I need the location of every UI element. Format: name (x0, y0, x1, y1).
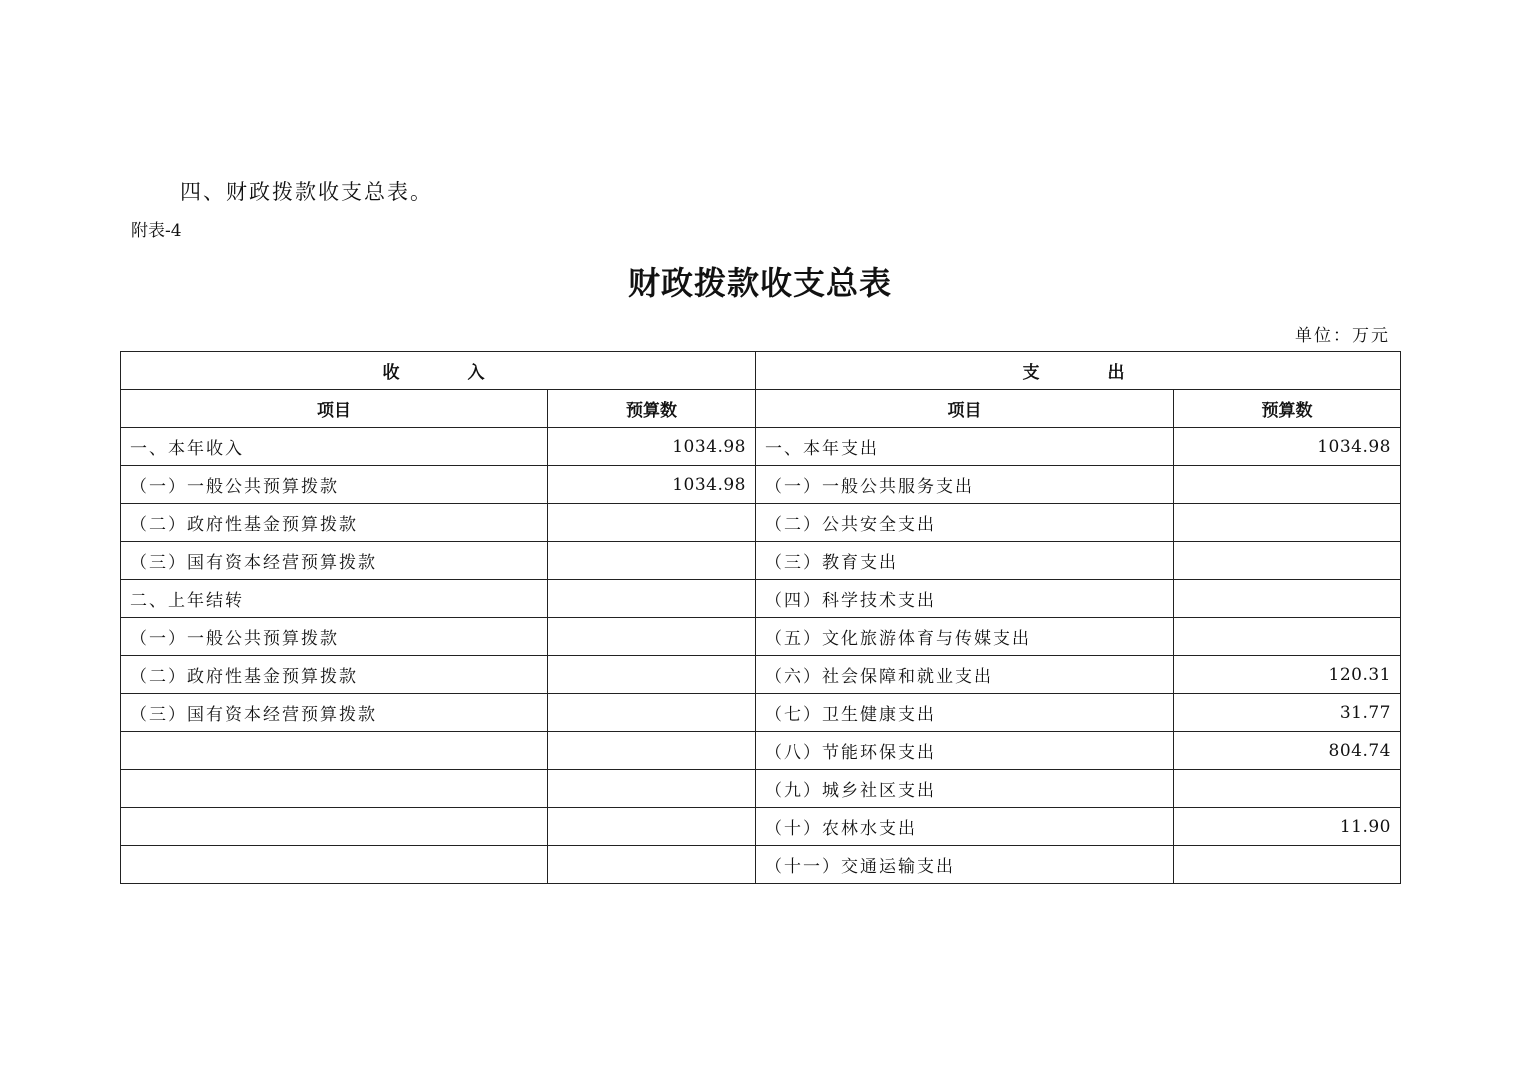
expense-item-cell: （二）公共安全支出 (756, 504, 1174, 542)
income-item-cell: （三）国有资本经营预算拨款 (121, 694, 548, 732)
income-item-cell: （一）一般公共预算拨款 (121, 466, 548, 504)
section-heading: 四、财政拨款收支总表。 (180, 180, 433, 204)
income-item-cell (121, 732, 548, 770)
expense-budget-cell (1174, 466, 1401, 504)
income-budget-cell (548, 504, 756, 542)
expense-item-cell: （六）社会保障和就业支出 (756, 656, 1174, 694)
income-budget-cell: 1034.98 (548, 466, 756, 504)
income-budget-cell (548, 770, 756, 808)
table-row (121, 694, 1401, 732)
income-budget-cell: 1034.98 (548, 428, 756, 466)
group-header-row (121, 352, 1401, 390)
unit-label: 单位：万元 (1295, 326, 1390, 346)
table-row (121, 580, 1401, 618)
column-header-row (121, 390, 1401, 428)
expense-item-cell: （十）农林水支出 (756, 808, 1174, 846)
table-row (121, 846, 1401, 884)
income-item-header: 项目 (121, 390, 548, 428)
expense-budget-cell (1174, 504, 1401, 542)
expense-item-cell: （四）科学技术支出 (756, 580, 1174, 618)
expense-budget-cell (1174, 542, 1401, 580)
expense-item-cell: （三）教育支出 (756, 542, 1174, 580)
expense-item-cell: （十一）交通运输支出 (756, 846, 1174, 884)
table-row (121, 732, 1401, 770)
income-item-cell: 二、上年结转 (121, 580, 548, 618)
expense-group-header: 支出 (756, 352, 1401, 390)
expense-budget-cell: 31.77 (1174, 694, 1401, 732)
budget-table (120, 351, 1401, 884)
expense-budget-cell (1174, 618, 1401, 656)
page-title: 财政拨款收支总表 (627, 264, 892, 302)
expense-budget-cell (1174, 770, 1401, 808)
expense-item-cell: （八）节能环保支出 (756, 732, 1174, 770)
expense-budget-cell: 804.74 (1174, 732, 1401, 770)
expense-item-cell: （九）城乡社区支出 (756, 770, 1174, 808)
income-group-header: 收入 (121, 352, 756, 390)
expense-budget-cell (1174, 846, 1401, 884)
expense-item-cell: 一、本年支出 (756, 428, 1174, 466)
income-budget-cell (548, 542, 756, 580)
expense-budget-cell: 1034.98 (1174, 428, 1401, 466)
expense-budget-header: 预算数 (1174, 390, 1401, 428)
income-budget-cell (548, 732, 756, 770)
table-row (121, 504, 1401, 542)
income-item-cell: （二）政府性基金预算拨款 (121, 656, 548, 694)
expense-budget-cell (1174, 580, 1401, 618)
expense-item-header: 项目 (756, 390, 1174, 428)
table-row (121, 770, 1401, 808)
income-item-cell: （三）国有资本经营预算拨款 (121, 542, 548, 580)
income-item-cell (121, 846, 548, 884)
income-budget-cell (548, 846, 756, 884)
annex-label: 附表-4 (131, 221, 182, 241)
income-item-cell: 一、本年收入 (121, 428, 548, 466)
income-budget-header: 预算数 (548, 390, 756, 428)
table-row (121, 428, 1401, 466)
table-row (121, 656, 1401, 694)
expense-budget-cell: 120.31 (1174, 656, 1401, 694)
income-item-cell: （一）一般公共预算拨款 (121, 618, 548, 656)
expense-item-cell: （七）卫生健康支出 (756, 694, 1174, 732)
table-row (121, 466, 1401, 504)
income-item-cell (121, 770, 548, 808)
income-item-cell: （二）政府性基金预算拨款 (121, 504, 548, 542)
income-budget-cell (548, 808, 756, 846)
table-row (121, 808, 1401, 846)
income-budget-cell (548, 656, 756, 694)
income-item-cell (121, 808, 548, 846)
income-budget-cell (548, 618, 756, 656)
income-budget-cell (548, 580, 756, 618)
expense-budget-cell: 11.90 (1174, 808, 1401, 846)
expense-item-cell: （五）文化旅游体育与传媒支出 (756, 618, 1174, 656)
expense-item-cell: （一）一般公共服务支出 (756, 466, 1174, 504)
table-row (121, 618, 1401, 656)
table-row (121, 542, 1401, 580)
income-budget-cell (548, 694, 756, 732)
